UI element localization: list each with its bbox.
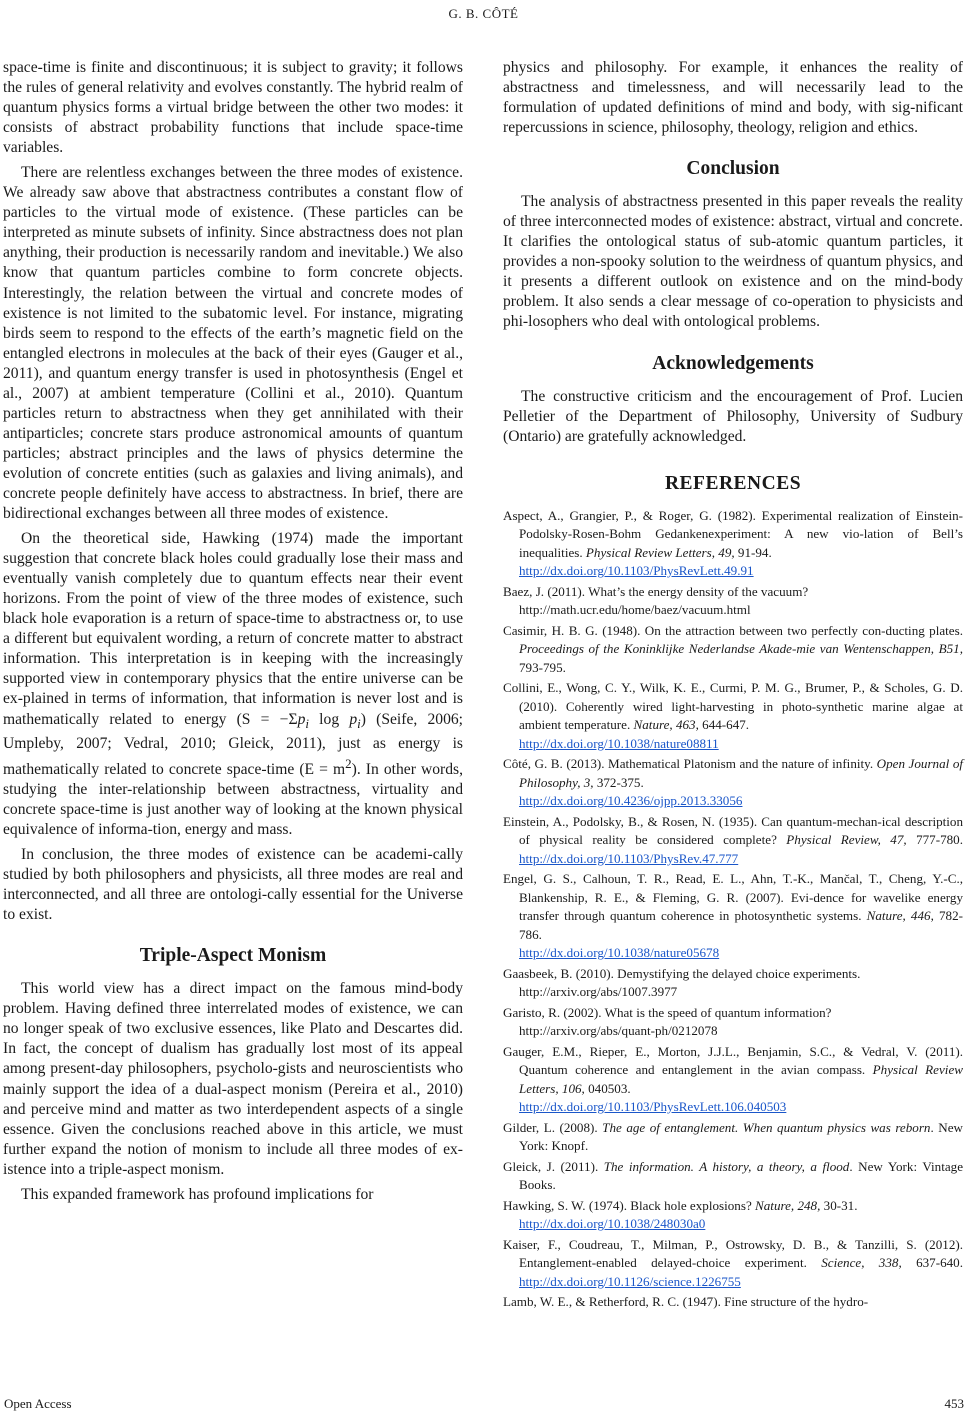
reference-item: Einstein, A., Podolsky, B., & Rosen, N. (1935). Can quantum-mechan-ical description of physical reality be considered complete? Physical Review, 47, 777-780. http://dx.doi.org/10.1103/PhysRev.47.777	[503, 813, 963, 866]
reference-url: http://math.ucr.edu/home/baez/vacuum.html	[519, 602, 751, 618]
reference-item: Gaasbeek, B. (2010). Demystifying the delayed choice experiments. http://arxiv.org/abs/1007.3977	[503, 965, 861, 1000]
section-heading-monism: Triple-Aspect Monism	[139, 945, 327, 967]
reference-url: http://arxiv.org/abs/1007.3977	[519, 984, 678, 1000]
paragraph: space-time is finite and discontinuous; it is subject to gravity; it follows the rules of general relativity and evolves constantly. The hybrid realm of quantum physics forms a virtual bridge between the other two modes: it consists of abstract probability functions that include space-time variables.	[3, 59, 463, 157]
reference-item: Gilder, L. (2008). The age of entanglement. When quantum physics was reborn. New York: Knopf.	[503, 1119, 963, 1154]
references-heading: REFERENCES	[664, 472, 802, 494]
doi-link[interactable]: http://dx.doi.org/10.1103/PhysRevLett.49.91	[519, 563, 754, 579]
reference-item: Hawking, S. W. (1974). Black hole explosions? Nature, 248, 30-31. http://dx.doi.org/10.1038/248030a0	[503, 1197, 858, 1232]
paragraph: This world view has a direct impact on the famous mind-body problem. Having defined three interrelated modes of existence, we can no longer speak of two exclusive essences, like Plato and Descartes did. In fact, the concept of dualism has gradually lost most of its appeal among present-day philosophers, psycholo-gists and neuroscientists who mainly support the idea of a dual-aspect monism (Pereira et al., 2010) and perceive mind and matter as two interdependent aspects of a single essence. Given the conclusions reached above in this article, we must further expand the notion of monism to include all three modes of ex-istence into a triple-aspect monism.	[3, 980, 463, 1178]
doi-link[interactable]: http://dx.doi.org/10.1126/science.1226755	[519, 1273, 741, 1289]
right-column	[503, 58, 963, 1314]
doi-link[interactable]: http://dx.doi.org/10.1038/nature08811	[519, 735, 719, 751]
doi-link[interactable]: http://dx.doi.org/10.4236/ojpp.2013.33056	[519, 793, 743, 809]
paragraph: This expanded framework has profound implications for	[21, 1185, 374, 1203]
paragraph: In conclusion, the three modes of existence can be academi-cally studied by both philosophers and physicists, all three modes are real and interconnected, and all three are ontologi-cally essential for the Universe to exist.	[3, 846, 463, 924]
doi-link[interactable]: http://dx.doi.org/10.1038/nature05678	[519, 945, 720, 961]
reference-url: http://arxiv.org/abs/quant-ph/0212078	[519, 1023, 718, 1039]
page-number: 453	[944, 1396, 964, 1411]
reference-item: Garisto, R. (2002). What is the speed of quantum information? http://arxiv.org/abs/quant-ph/0212078	[503, 1004, 832, 1039]
section-heading-conclusion: Conclusion	[686, 158, 780, 180]
left-column	[3, 58, 463, 1210]
footer-open-access: Open Access	[4, 1396, 72, 1411]
reference-item: Baez, J. (2011). What’s the energy density of the vacuum? http://math.ucr.edu/home/baez/vacuum.html	[503, 583, 809, 618]
paragraph: The constructive criticism and the encouragement of Prof. Lucien Pelletier of the Department of Philosophy, University of Sudbury (Ontario) are gratefully acknowledged.	[503, 387, 963, 445]
reference-item: Lamb, W. E., & Retherford, R. C. (1947). Fine structure of the hydro-	[503, 1294, 869, 1310]
doi-link[interactable]: http://dx.doi.org/10.1103/PhysRev.47.777	[519, 850, 739, 866]
reference-item: Côté, G. B. (2013). Mathematical Platonism and the nature of infinity. Open Journal of Philosophy, 3, 372-375. http://dx.doi.org/10.4236/ojpp.2013.33056	[503, 756, 964, 809]
reference-item: Casimir, H. B. G. (1948). On the attraction between two perfectly con-ducting plates. Proceedings of the Koninklijke Nederlandse Akade-mie van Wentenschappen, B51, 793-795.	[503, 622, 963, 675]
reference-item: Aspect, A., Grangier, P., & Roger, G. (1982). Experimental realization of Einstein-Podolsky-Rosen-Bohm Gedankenexperiment: A new vio-lation of Bell’s inequalities. Physical Review Letters, 49, 91-94. http://dx.doi.org/10.1103/PhysRevLett.49.91	[503, 507, 963, 579]
running-head: G. B. CÔTÉ	[448, 6, 519, 21]
reference-item: Engel, G. S., Calhoun, T. R., Read, E. L., Ahn, T.-K., Mančal, T., Cheng, Y.-C., Blankenship, R. E., & Fleming, G. R. (2007). Evi-dence for wavelike energy transfer through quantum coherence in photosynthetic systems. Nature, 446, 782-786. http://dx.doi.org/10.1038/nature05678	[503, 871, 963, 961]
reference-item: Collini, E., Wong, C. Y., Wilk, K. E., Curmi, P. M. G., Brumer, P., & Scholes, G. D. (2010). Coherently wired light-harvesting in photo-synthetic marine algae at ambient temperature. Nature, 463, 644-647. http://dx.doi.org/10.1038/nature08811	[503, 680, 963, 751]
reference-item: Kaiser, F., Coudreau, T., Milman, P., Ostrowsky, D. B., & Tanzilli, S. (2012). Entanglement-enabled delayed-choice experiment. Science, 338, 637-640. http://dx.doi.org/10.1126/science.1226755	[503, 1236, 963, 1289]
paragraph: physics and philosophy. For example, it enhances the reality of abstractness and timelessness, and will necessarily lead to the formulation of updated definitions of mind and body, with sig-nificant repercussions in science, philosophy, theology, religion and ethics.	[503, 59, 963, 137]
paragraph: The analysis of abstractness presented in this paper reveals the reality of three interconnected modes of existence: abstract, virtual and concrete. It clarifies the ontological status of sub-atomic quantum particles, it provides a non-spooky solution to the weirdness of quantum physics, and it presents a different outlook on existence and on the mind-body problem. It also sends a clear message of co-operation to physicists and phi-losophers who deal with ontological problems.	[503, 193, 963, 331]
reference-list	[503, 507, 963, 1312]
doi-link[interactable]: http://dx.doi.org/10.1103/PhysRevLett.106.040503	[519, 1099, 787, 1115]
doi-link[interactable]: http://dx.doi.org/10.1038/248030a0	[519, 1216, 706, 1232]
section-heading-acknowledgements: Acknowledgements	[652, 352, 814, 374]
paragraph-hawking: On the theoretical side, Hawking (1974) made the important suggestion that concrete black holes could gradually lose their mass and eventually vanish completely due to quantum effects near their event horizons. From the point of view of the three modes of existence, such black hole evaporation is a return of space-time to abstractness or, to use a different but equivalent wording, a return of concrete matter to abstract information. This interpretation is in keeping with the increasingly supported view in contemporary physics that the entire universe can be ex-plained in terms of information, that information is never lost and is mathematically related to energy ($S = -\Sigma p_i$ $\log p_i$) (Seife, 2006; Umpleby, 2007; Vedral, 2010; Gleick, 2011), just as energy is mathematically related to concrete space-time $(E = m^2)$. In other words, studying the inter-relationship between abstractness, virtuality and concrete space-time is just another way of looking at the known physical equivalence of informa-tion, energy and mass.	[3, 530, 463, 839]
reference-item: Gleick, J. (2011). The information. A history, a theory, a flood. New York: Vintage Books.	[503, 1158, 964, 1193]
paragraph: There are relentless exchanges between the three modes of existence. We already saw above that abstractness contributes a constant flow of particles to the virtual mode of existence. (These particles can be interpreted as minute subsets of infinity. Since abstractness does not plan anything, their production is necessarily random and inevitable.) We also know that quantum particles combine to form concrete objects. Interestingly, the relation between the virtual and concrete modes of existence is not limited to the subatomic level. For instance, migrating birds seem to respond to the effects of the earth’s magnetic field on the entangled electrons in molecules at the back of their eyes (Gauger et al., 2011), and quantum energy transfer is used in photosynthesis (Engel et al., 2007) at ambient temperature (Collini et al., 2010). Quantum particles return to abstractness when they get annihilated with their antiparticles; concrete stars produce astronomical amounts of quantum particles; abstract principles and the laws of physics determine the evolution of concrete entities (such as galaxies and living animals), and concrete people definitely have access to abstractness. In brief, there are bidirectional exchanges between all three modes of existence.	[3, 164, 463, 523]
reference-item: Gauger, E.M., Rieper, E., Morton, J.J.L., Benjamin, S.C., & Vedral, V. (2011). Quantum coherence and entanglement in the avian compass. Physical Review Letters, 106, 040503. http://dx.doi.org/10.1103/PhysRevLett.106.040503	[503, 1043, 963, 1115]
